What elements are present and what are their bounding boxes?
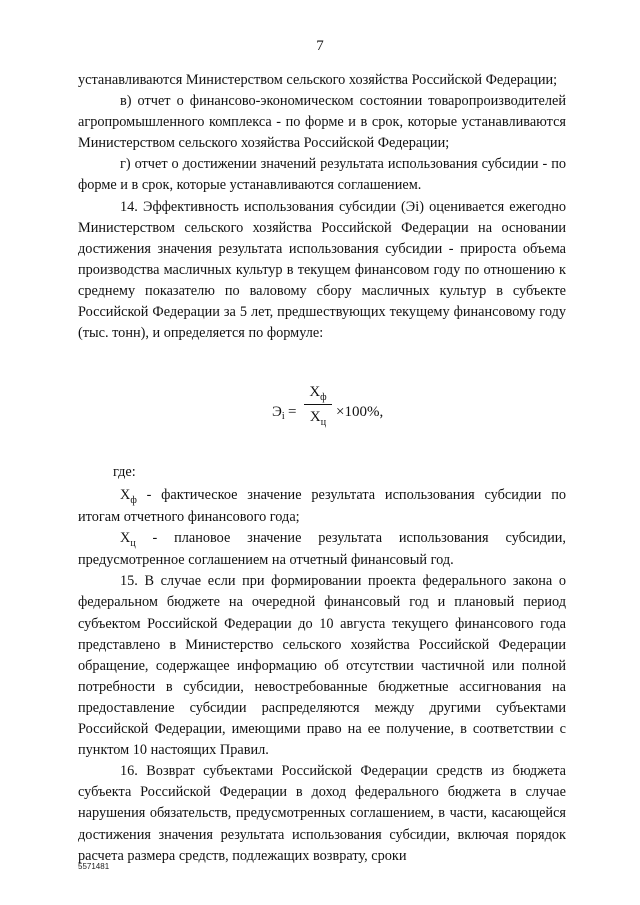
document-code: 5571481: [78, 862, 110, 871]
formula-multiplier: ×100%,: [336, 404, 384, 420]
formula-numerator: $X_ф$: [309, 384, 327, 403]
where-label: где:: [113, 464, 136, 480]
formula-fraction: [304, 382, 332, 427]
efficiency-formula: [240, 382, 410, 438]
formula-lhs: $Э_i$: [272, 404, 285, 422]
paragraph: 15. В случае если при формировании проекта федерального закона о федеральном бюджете на очередной финансовый год и плановый период субъектом Российской Федерации до 10 августа текущего финансового года представлено в Министерство сельского хозяйства Российской Федерации обращение, содержащее информацию об отсутствии частичной или полной потребности в субсидии, невостребованные бюджетные ассигнования на предоставление субсидии распределяются между другими субъектами Российской Федерации, имеющими право на ее получение, в соответствии с пунктом 10 настоящих Правил.: [78, 573, 566, 759]
paragraph: 16. Возврат субъектами Российской Федерации средств из бюджета субъекта Российской Федерации в доход федерального бюджета в случае нарушения обязательств, предусмотренных соглашением, в части, касающейся достижения значения результата использования субсидии, включая порядок расчета размера средств, подлежащих возврату, сроки: [78, 763, 566, 864]
page-number: 7: [316, 38, 324, 54]
definition: $X_ф$ - фактическое значение результата использования субсидии по итогам отчетного финансового года;: [78, 487, 566, 526]
formula-equals: =: [288, 404, 297, 420]
paragraph: 14. Эффективность использования субсидии (Эi) оценивается ежегодно Министерством сельского хозяйства Российской Федерации на основании достижения значения результата использования субсидии - прироста объема производства масличных культур в текущем финансовом году по отношению к среднему показателю по валовому сбору масличных культур в субъекте Российской Федерации за 5 лет, предшествующих текущему финансовому году (тыс. тонн), и определяется по формуле:: [78, 198, 566, 342]
paragraph: устанавливаются Министерством сельского хозяйства Российской Федерации;: [78, 72, 558, 88]
paragraph: в) отчет о финансово-экономическом состоянии товаропроизводителей агропромышленного комплекса - по форме и в срок, которые устанавливаются Министерством сельского хозяйства Российской Федерации;: [78, 93, 566, 152]
paragraph: г) отчет о достижении значений результата использования субсидии - по форме и в срок, которые устанавливаются соглашением.: [78, 156, 566, 194]
formula-denominator: $X_ц$: [309, 409, 327, 428]
text-block-bottom: [78, 485, 566, 867]
fraction-bar: [304, 404, 332, 405]
definition: $X_ц$ - плановое значение результата использования субсидии, предусмотренное соглашением на отчетный финансовый год.: [78, 530, 566, 569]
text-block-top: [78, 70, 566, 344]
